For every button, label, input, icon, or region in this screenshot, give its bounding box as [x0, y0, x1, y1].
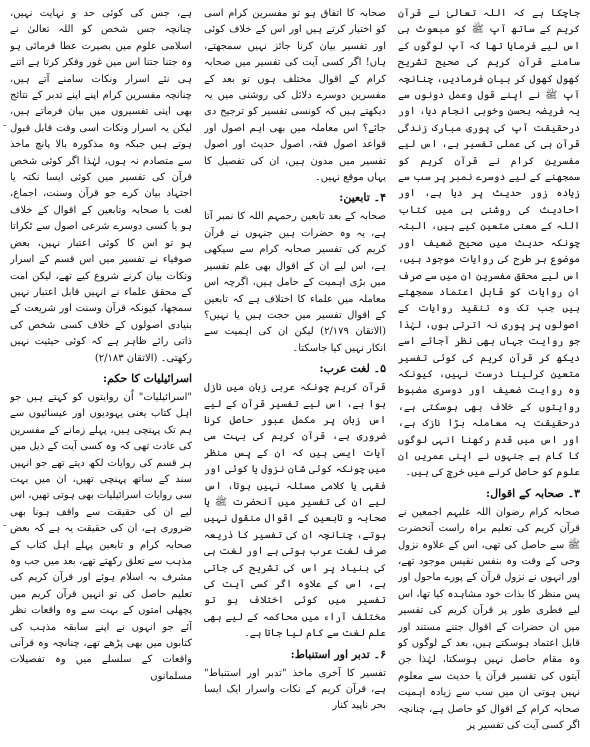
margin-mark: ـ	[3, 519, 6, 528]
paragraph: "اسرائیلیات" اُن روایتوں کو کہتے ہیں جو اہل کتاب یعنی یہودیوں اور عیسائیوں سے ہم تک پہنچی ہیں، پہلے زمانے کے مفسرین کی عادت تھی کہ وہ کسی آیت کے ذیل میں ہر قسم کی روایات لکھ دیتے تھے جو انہیں سند کے ساتھ پہنچی تھیں، ان میں بہت سی روایات اسرائیلیات بھی ہوتی تھیں، اس لیے ان کی حقیقت سے واقف ہونا بھی ضروری ہے، ان کی حقیقت یہ ہے کہ بعض صحابہ کرام و تابعین پہلے اہل کتاب کے مذہب سے تعلق رکھتے تھے، بعد میں جب وہ مشرف بہ اسلام ہوئے اور قرآن کریم کی تعلیم حاصل کی تو انہیں قرآن کریم میں پچھلی امتوں کے بہت سے وہ واقعات نظر آئے جو انہوں نے اپنے سابقہ مذہب کی کتابوں میں بھی پڑھے تھے، چنانچہ وہ قرآنی واقعات کے سلسلے میں وہ تفصیلات مسلمانوں	[10, 391, 192, 682]
section-heading: اسرائیلیات کا حکم:	[103, 371, 192, 385]
margin-mark: ـ	[3, 119, 6, 128]
column-left	[10, 6, 192, 739]
section-heading: ۵۔ لغت عرب:	[319, 362, 386, 376]
section-heading: ۴۔ تابعین:	[339, 191, 386, 205]
paragraph: صحابہ کرام رضوان اللہ علیہم اجمعین نے قرآن کریم کی تعلیم براہ راست آنحضرت ﷺ سے حاصل کی تھی، اس کے علاوہ نزول وحی کے وقت وہ بنفس نفیس موجود تھے، اور انہوں نے نزول قرآن کے پورے ماحول اور پس منظر کا بذات خود مشاہدہ کیا تھا، اس لیے فطری طور پر قرآن کریم کی تفسیر میں ان حضرات کے اقوال جتنے مستند اور قابل اعتماد ہوسکتے ہیں، بعد کے لوگوں کو وہ مقام حاصل نہیں ہوسکتا، لہٰذا جن آیتوں کی تفسیر قرآن یا حدیث سے معلوم نہیں ہوتی ان میں سب سے زیادہ اہمیت صحابہ کرام کے اقوال کو حاصل ہے، چنانچہ اگر کسی آیت کی تفسیر پر	[398, 506, 580, 732]
section-heading: ۳۔ صحابہ کے اقوال:	[486, 486, 580, 500]
column-middle	[204, 6, 386, 739]
paragraph: صحابہ کے بعد تابعین رحمہم اللہ کا نمبر آتا ہے، یہ وہ حضرات ہیں جنہوں نے قرآن کریم کی تفسیر صحابہ کرام سے سیکھی ہے، اس لیے ان کے اقوال بھی علم تفسیر میں بڑی اہمیت کے حامل ہیں، اگرچہ اس معاملہ میں علماء کا اختلاف ہے کہ تابعین کے اقوال تفسیر میں حجت ہیں یا نہیں؟ (الاتقان ۲/۱۷۹) لیکن ان کی اہمیت سے انکار نہیں کیا جاسکتا۔	[204, 211, 386, 354]
column-right	[398, 6, 580, 739]
text-columns	[10, 6, 580, 739]
paragraph: تفسیر کا آخری ماخذ "تدبر اور استنباط" ہے، قرآن کریم کے نکات واسرار ایک ایسا بحر ناپید کنار	[204, 667, 386, 712]
section-heading: ۶۔ تدبر اور استنباط:	[290, 647, 386, 661]
paragraph: قرآن کریم چونکہ عربی زبان میں نازل ہوا ہے، اس لیے تفسیر قرآن کے لیے اس زبان پر مکمل عبور حاصل کرنا ضروری ہے، قرآن کریم کی بہت سی آیات ایسی ہیں کہ ان کے پس منظر میں چونکہ کوئی شان نزول یا کوئی اور فقہی یا کلامی مسئلہ نہیں ہوتا، اس لیے ان کی تفسیر میں آنحضرت ﷺ یا صحابہ و تابعین کے اقوال منقول نہیں ہوتے، چنانچہ ان کی تفسیر کا ذریعہ صرف لغت عرب ہوتی ہے اور لغت ہی کی بنیاد پر اس کی تشریح کی جاتی ہے، اس کے علاوہ اگر کسی آیت کی تفسیر میں کوئی اختلاف ہو تو مختلف آراء میں محاکمہ کے لیے بھی علم لغت سے کام لیا جاتا ہے۔	[204, 382, 386, 640]
paragraph: صحابہ کا اتفاق ہو تو مفسرین کرام اسی کو اختیار کرتے ہیں اور اس کے خلاف کوئی اور تفسیر بیان کرنا جائز نہیں سمجھتے، ہاں! اگر کسی آیت کی تفسیر میں صحابہ کرام کے اقوال مختلف ہوں تو بعد کے مفسرین دوسرے دلائل کی روشنی میں یہ دیکھتے ہیں کہ کونسی تفسیر کو ترجیح دی جائے؟ اس معاملہ میں بھی اہم اصول اور قواعد اصول فقہ، اصول حدیث اور اصول تفسیر میں مدون ہیں، ان کی تفصیل کا یہاں موقع نہیں۔	[204, 8, 386, 184]
paragraph: جاچکا ہے کہ اللہ تعالیٰ نے قرآن کریم کے ساتھ آپ ﷺ کو مبعوث ہی اس لیے فرمایا تھا کہ آپ لوگوں کے سامنے قرآن کریم کی صحیح تشریح کھول کھول کر بیان فرمادیں، چنانچہ آپ ﷺ نے اپنے قول وعمل دونوں سے یہ فریضہ بحسن وخوبی انجام دیا، اور درحقیقت آپ کی پوری مبارک زندگی قرآن ہی کی عملی تفسیر ہے، اس لیے مفسرین کرام نے قرآن کریم کو سمجھنے کے لیے دوسرے نمبر پر سب سے زیادہ زور حدیث پر دیا ہے، اور احادیث کی روشنی ہی میں کتاب اللہ کے معنی متعین کیے ہیں، البتہ چونکہ حدیث میں صحیح ضعیف اور موضوع ہر طرح کی روایات موجود ہیں، اس لیے محقق مفسرین ان میں سے صرف ان روایات کو قابل اعتماد سمجھتے ہیں جب تک وہ تنقید روایات کے اصولوں پر پوری نہ اترتی ہوں، لہٰذا جو روایت جہاں بھی نظر آجائے اسے دیکھ کر قرآن کریم کی کوئی تفسیر متعین کرلینا درست نہیں، کیونکہ وہ روایت ضعیف اور دوسری مضبوط روایتوں کے خلاف بھی ہوسکتی ہے، درحقیقت یہ معاملہ بڑا نازک ہے، اور اس میں قدم رکھنا انہی لوگوں کا کام ہے جنہوں نے اپنی عمریں ان علوم کو حاصل کرنے میں خرچ کی ہیں۔	[398, 8, 580, 479]
paragraph: ہے، جس کی کوئی حد و نہایت نہیں، چنانچہ جس شخص کو اللہ تعالیٰ نے اسلامی علوم میں بصیرت عطا فرمائی ہو وہ جتنا جتنا اس میں غور وفکر کرتا ہے اتنے ہی نئے اسرار ونکات سامنے آتے ہیں، چنانچہ مفسرین کرام اپنے اپنے تدبر کے نتائج بھی اپنی تفسیروں میں بیان فرماتے ہیں، لیکن یہ اسرار ونکات اسی وقت قابل قبول ہوتے ہیں جبکہ وہ مذکورہ بالا پانچ ماخذ سے متصادم نہ ہوں، لہٰذا اگر کوئی شخص قرآن کی تفسیر میں کوئی ایسا نکتہ یا اجتہاد بیان کرے جو قرآن وسنت، اجماع، لغت یا صحابہ وتابعین کے اقوال کے خلاف ہو یا کسی دوسرے شرعی اصول سے ٹکراتا ہو تو اس کا کوئی اعتبار نہیں، بعض صوفیاء نے تفسیر میں اس قسم کے اسرار ونکات بیان کرنے شروع کیے تھے، لیکن امت کے محقق علماء نے انہیں قابل اعتبار نہیں سمجھا، کیونکہ قرآن وسنت اور شریعت کے بنیادی اصولوں کے خلاف کسی شخص کی ذاتی رائے ظاہر ہے کہ کوئی حیثیت نہیں رکھتی۔ (الاتقان ۲/۱۸۳)	[10, 8, 192, 364]
